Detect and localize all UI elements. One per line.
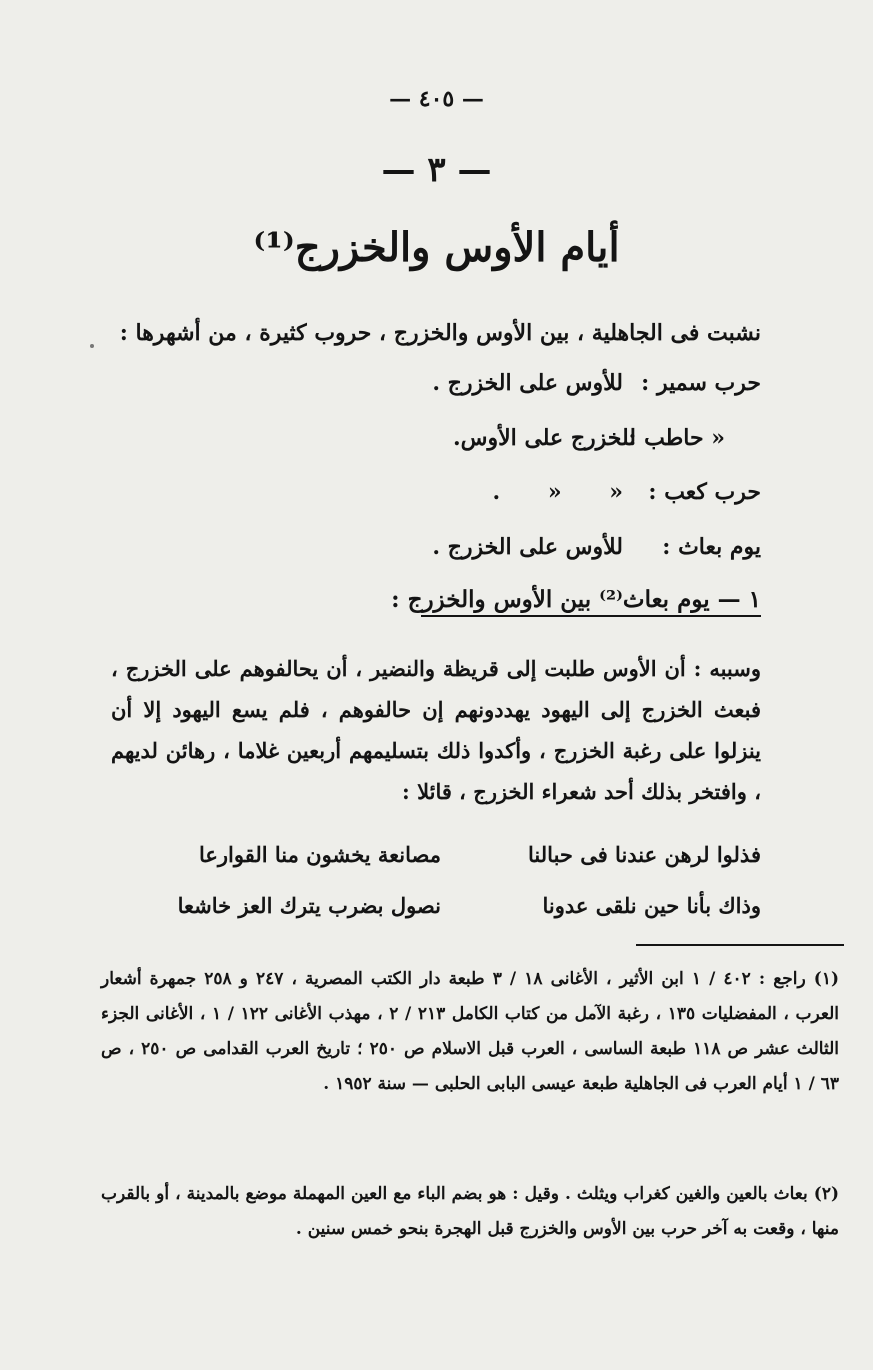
footnote: (٢) بعاث بالعين والغين كغراب ويثلث . وقيل : هو بضم الباء مع العين المهملة موضع بالمدينة ، أو بالقرب منها ، وقعت به آخر حرب بين الأوس والخزرج قبل الهجرة بنحو خمس سنين .: [101, 1184, 839, 1239]
body-paragraph: وسببه : أن الأوس طلبت إلى قريظة والنضير ، أن يحالفوهم على الخزرج ، فبعث الخزرج إلى اليهود يهددونهم إن حالفوهم ، فلم يسع اليهود إلا أن ينزلوا على رغبة الخزرج ، وأكدوا ذلك بتسليمهم أربعين غلاما ، رهائن لديهم ، وافتخر بذلك أحد شعراء الخزرج ، قائلا :: [111, 656, 761, 804]
section-heading-text: ١ — يوم بعاث⁽²⁾ بين الأوس والخزرج :: [391, 586, 761, 613]
war-name: حرب سمير :: [641, 370, 761, 396]
war-result: للخزرج على الأوس.: [452, 425, 636, 451]
verse-hemistich: وذاك بأنا حين نلقى عدونا: [542, 893, 761, 918]
verse-hemistich: مصانعة يخشون منا القوارعا: [198, 842, 441, 867]
war-row: [241, 425, 761, 465]
war-row: [241, 479, 761, 519]
page-number: — ٤٠٥ —: [389, 86, 484, 112]
war-result: للأوس على الخزرج .: [432, 534, 623, 560]
war-result: للأوس على الخزرج .: [432, 370, 623, 396]
heading-underline: [421, 615, 761, 617]
verse-hemistich: فذلوا لرهن عندنا فى حبالنا: [528, 842, 761, 867]
footnote-divider: [636, 944, 844, 946]
war-name: حرب كعب :: [648, 479, 761, 505]
chapter-number: — ٣ —: [381, 150, 492, 190]
footnote: (١) راجع : ٤٠٢ / ١ ابن الأثير ، الأغانى ١٨ / ٣ طبعة دار الكتب المصرية ، ٢٤٧ و ٢٥٨ جمهرة أشعار العرب ، المفضليات ١٣٥ ، رغبة الآمل من كتاب الكامل ٢١٣ / ٢ ، مهذب الأغانى ١٢٢ / ١ ، الأغانى الجزء الثالث عشر ص ١١٨ طبعة الساسى ، العرب قبل الاسلام ص ٢٥٠ ؛ تاريخ العرب القدامى ص ٢٥٠ ، ص ٦٣ / ١ أيام العرب فى الجاهلية طبعة عيسى البابى الحلبى — سنة ١٩٥٢ .: [101, 969, 840, 1094]
page-title: أيام الأوس والخزرج⁽¹⁾: [253, 224, 620, 271]
intro-line: نشبت فى الجاهلية ، بين الأوس والخزرج ، حروب كثيرة ، من أشهرها :: [119, 320, 761, 346]
war-row: [241, 370, 761, 410]
speck: [90, 344, 94, 348]
war-result: « « .: [492, 479, 623, 505]
section-heading: [391, 586, 761, 613]
verse-hemistich: نصول بضرب يترك العز خاشعا: [177, 893, 441, 918]
war-name: يوم بعاث :: [662, 534, 761, 560]
war-name: « حاطب :: [628, 425, 725, 451]
war-row: [241, 534, 761, 574]
